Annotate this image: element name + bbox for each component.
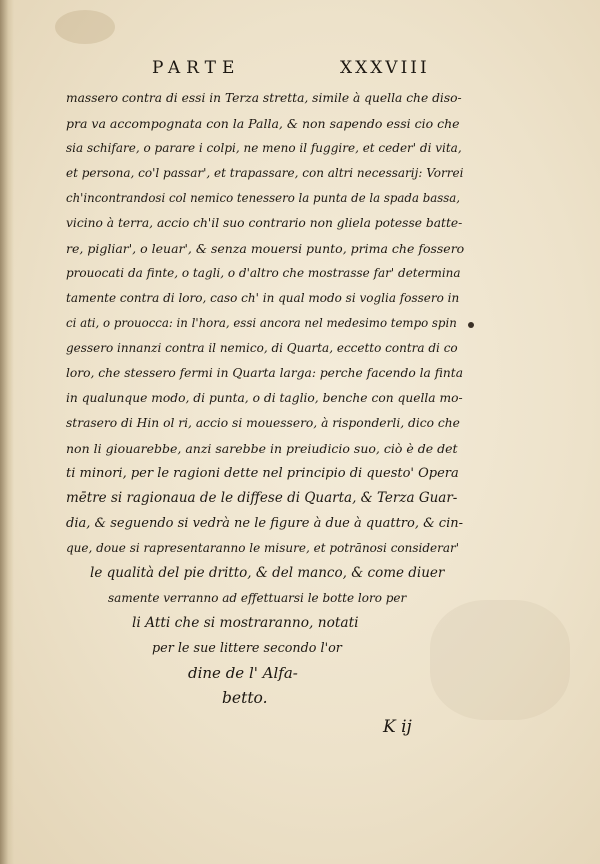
text-line: massero contra di essi in Terza stretta, simile à quella che diso- xyxy=(66,91,462,105)
text-line: per le sue littere secondo l'or xyxy=(152,641,342,656)
text-line: vicino à terra, accio ch'il suo contrario non gliela potesse batte- xyxy=(66,216,463,230)
running-header xyxy=(0,58,600,82)
show-through-shadow xyxy=(430,600,570,720)
text-line: ci ati, o prouocca: in l'hora, essi ancora nel medesimo tempo spin xyxy=(66,316,457,330)
text-line: sia schifare, o parare i colpi, ne meno il fuggire, et ceder' di vita, xyxy=(66,141,462,155)
text-line: prouocati da finte, o tagli, o d'altro che mostrasse far' determina xyxy=(66,266,461,280)
page-gutter-shadow xyxy=(0,0,14,864)
text-line: ti minori, per le ragioni dette nel principio di questo' Opera xyxy=(66,466,459,481)
text-line: mētre si ragionaua de le diffese di Quarta, & Terza Guar- xyxy=(66,490,458,506)
text-line: strasero di Hin ol ri, accio si mouessero, à risponderli, dico che xyxy=(66,416,460,430)
text-line: ch'incontrandosi col nemico tenessero la punta de la spada bassa, xyxy=(66,191,461,205)
paper-stain xyxy=(55,10,115,44)
text-line: que, doue si rapresentaranno le misure, et potrānosi considerar' xyxy=(66,541,460,555)
text-line: dine de l' Alfa- xyxy=(188,664,298,682)
text-line: et persona, co'l passar', et trapassare, con altri necessarij: Vorrei xyxy=(66,166,464,180)
text-line: non li giouarebbe, anzi sarebbe in preiudicio suo, ciò è de det xyxy=(66,441,458,456)
text-line: dia, & seguendo si vedrà ne le figure à due à quattro, & cin- xyxy=(66,516,464,531)
text-line: gessero innanzi contra il nemico, di Quarta, eccetto contra di co xyxy=(66,341,458,355)
text-line: in qualunque modo, di punta, o di taglio, benche con quella mo- xyxy=(66,391,463,405)
signature-mark: K ij xyxy=(383,717,412,737)
text-line: pra va accompognata con la Palla, & non sapendo essi cio che xyxy=(66,116,460,131)
text-line: betto. xyxy=(222,689,268,707)
text-line: loro, che stessero fermi in Quarta larga: perche facendo la finta xyxy=(66,366,464,380)
text-line: le qualità del pie dritto, & del manco, & come diuer xyxy=(90,565,445,581)
text-line: samente verranno ad effettuarsi le botte loro per xyxy=(108,591,407,605)
header-part-label: PARTE xyxy=(152,58,241,78)
text-line: tamente contra di loro, caso ch' in qual modo si voglia fossero in xyxy=(66,291,460,305)
text-line: re, pigliar', o leuar', & senza mouersi punto, prima che fossero xyxy=(66,241,465,256)
margin-ink-dot xyxy=(468,322,474,328)
text-line: li Atti che si mostraranno, notati xyxy=(132,615,359,631)
header-folio-number: XXXVIII xyxy=(340,58,430,78)
